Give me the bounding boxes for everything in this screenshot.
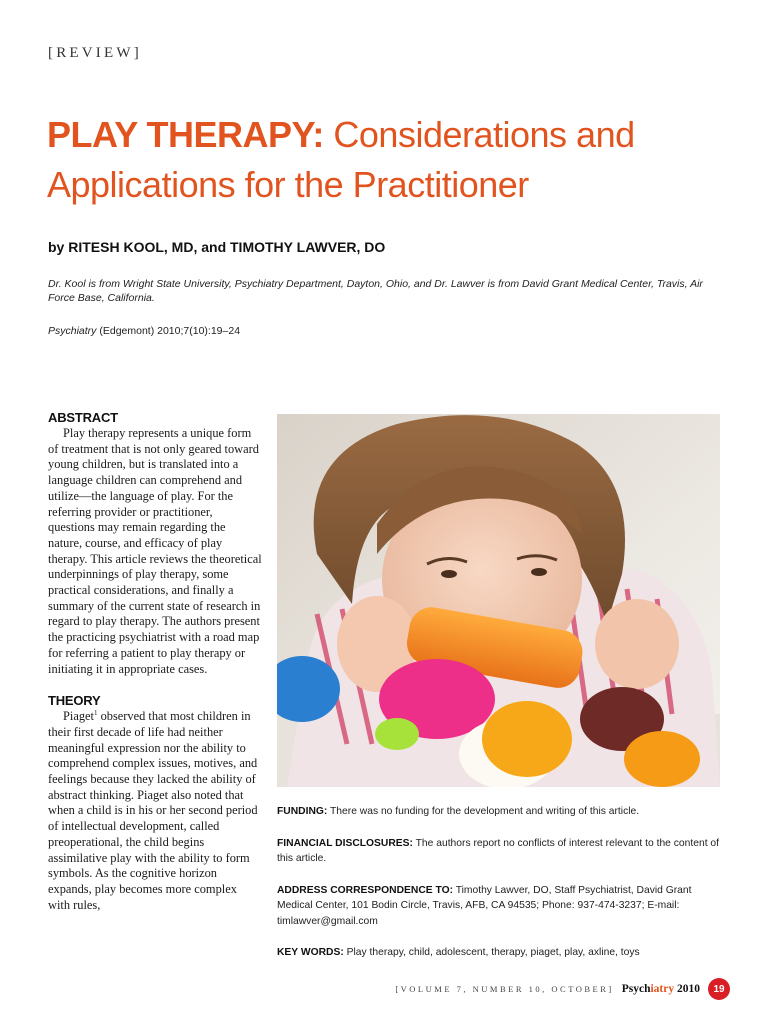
journal-year: 2010 (674, 983, 700, 995)
citation-journal: Psychiatry (48, 325, 97, 337)
funding-text: There was no funding for the development and writing of this article. (327, 806, 640, 817)
citation (48, 325, 240, 337)
funding-note (277, 804, 722, 820)
page-number-badge: 19 (708, 978, 730, 1000)
journal-pre: Psych (621, 983, 651, 995)
citation-rest: (Edgemont) 2010;7(10):19–24 (96, 325, 241, 337)
theory-text (48, 709, 262, 913)
theory-body: observed that most children in their first decade of life had neither meaningful expression nor the ability to comprehend complex issues, motives, and feelings because they lacked the ability of abstract thinking. Piaget also noted that when a child is in his or her second period of intellectual development, called preoperational, the child begins assimilative play with the ability to form symbols. As the cognitive horizon expands, play becomes more complex with rules, (48, 709, 258, 912)
child-playing-photo (277, 414, 720, 787)
theory-lead: Piaget (63, 709, 94, 724)
disclosures-label: FINANCIAL DISCLOSURES: (277, 837, 413, 849)
section-label: [REVIEW] (48, 45, 142, 61)
left-column (48, 410, 262, 913)
keywords-note (277, 945, 722, 961)
funding-label: FUNDING: (277, 806, 328, 817)
article-notes (277, 804, 722, 977)
title-line2: Applications for the Practitioner (47, 164, 529, 205)
affiliation: Dr. Kool is from Wright State University, Psychiatry Department, Dayton, Ohio, and Dr. Lawver is from David Grant Medical Center, Travis, Air Force Base, California. (48, 278, 703, 304)
article-photo (277, 414, 720, 787)
address-note (277, 883, 722, 930)
page-footer (395, 978, 730, 1000)
disclosures-note (277, 836, 722, 867)
disclosures-text: The authors report no conflicts of interest relevant to the content of this article. (277, 837, 719, 864)
keywords-label: KEY WORDS: (277, 947, 344, 958)
abstract-text: Play therapy represents a unique form of treatment that is not only geared toward young children, but is translated into a language children can comprehend and utilize—the language of play. For the referring provider or practitioner, questions may remain regarding the nature, course, and efficacy of play therapy. This article reviews the theoretical underpinnings of play therapy, some practical considerations, and finally a summary of the current state of research in regard to play therapy. The authors present the practicing psychiatrist with a road map for referring a patient to play therapy or initiating it in appropriate cases. (48, 426, 262, 676)
address-label: ADDRESS CORRESPONDENCE TO: (277, 884, 454, 896)
article-title (47, 110, 727, 210)
journal-name (622, 983, 700, 995)
byline: by RITESH KOOL, MD, and TIMOTHY LAWVER, DO (48, 239, 386, 255)
title-bold: PLAY THERAPY: (47, 114, 324, 155)
keywords-text: Play therapy, child, adolescent, therapy, piaget, play, axline, toys (343, 947, 640, 958)
theory-heading: THEORY (48, 693, 101, 709)
journal-highlight: iatry (650, 983, 675, 995)
abstract-heading: ABSTRACT (48, 410, 118, 425)
reference-marker: 1 (93, 709, 98, 718)
title-rest: Considerations and (323, 114, 635, 155)
volume-info: [VOLUME 7, NUMBER 10, OCTOBER] (395, 984, 614, 994)
address-text: Timothy Lawver, DO, Staff Psychiatrist, David Grant Medical Center, 101 Bodin Circle, Travis, AFB, CA 94535; Phone: 937-474-3237; E-mail: timlawver@gmail.com (277, 884, 692, 927)
